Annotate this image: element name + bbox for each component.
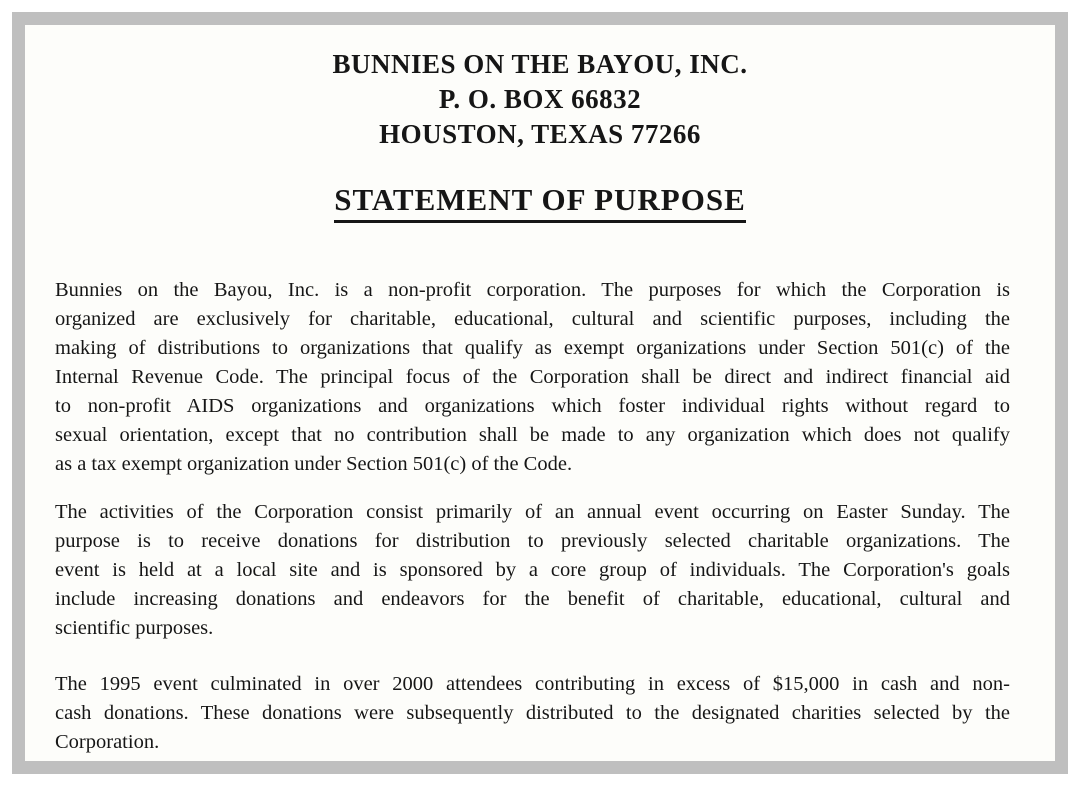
- text-line: to non-profit AIDS organizations and organizations which foster individual rights without regard to: [55, 395, 1010, 417]
- text-line: Bunnies on the Bayou, Inc. is a non-profit corporation. The purposes for which the Corporation is: [55, 279, 1010, 301]
- paragraph-1995-event: [55, 670, 1010, 757]
- city-state-zip-line: HOUSTON, TEXAS 77266: [379, 119, 701, 149]
- org-name: BUNNIES ON THE BAYOU, INC.: [332, 49, 748, 79]
- document-body: [25, 276, 1055, 757]
- text-line: making of distributions to organizations that qualify as exempt organizations under Section 501(c) of the: [55, 337, 1010, 359]
- text-line: The activities of the Corporation consist primarily of an annual event occurring on Easter Sunday. The: [55, 501, 1010, 523]
- po-box-line: P. O. BOX 66832: [438, 84, 642, 114]
- document-title-row: [25, 182, 1055, 224]
- text-line: organized are exclusively for charitable, educational, cultural and scientific purposes, including the: [55, 308, 1010, 330]
- text-line: include increasing donations and endeavors for the benefit of charitable, educational, cultural and: [55, 588, 1010, 610]
- paragraph-purpose: [55, 276, 1010, 479]
- text-line: as a tax exempt organization under Section 501(c) of the Code.: [55, 453, 573, 475]
- document-title: STATEMENT OF PURPOSE: [334, 182, 746, 223]
- text-line: event is held at a local site and is sponsored by a core group of individuals. The Corporation's goals: [55, 559, 1010, 581]
- text-line: purpose is to receive donations for distribution to previously selected charitable organizations. The: [55, 530, 1010, 552]
- text-line: The 1995 event culminated in over 2000 attendees contributing in excess of $15,000 in cash and non-: [55, 673, 1010, 695]
- text-line: sexual orientation, except that no contribution shall be made to any organization which does not qualify: [55, 424, 1010, 446]
- paragraph-activities: [55, 498, 1010, 643]
- text-line: cash donations. These donations were subsequently distributed to the designated charities selected by the: [55, 702, 1010, 724]
- letterhead: [25, 25, 1055, 152]
- document-border-frame: [12, 12, 1068, 774]
- text-line: Corporation.: [55, 731, 160, 753]
- text-line: Internal Revenue Code. The principal focus of the Corporation shall be direct and indirect financial aid: [55, 366, 1010, 388]
- text-line: scientific purposes.: [55, 617, 214, 639]
